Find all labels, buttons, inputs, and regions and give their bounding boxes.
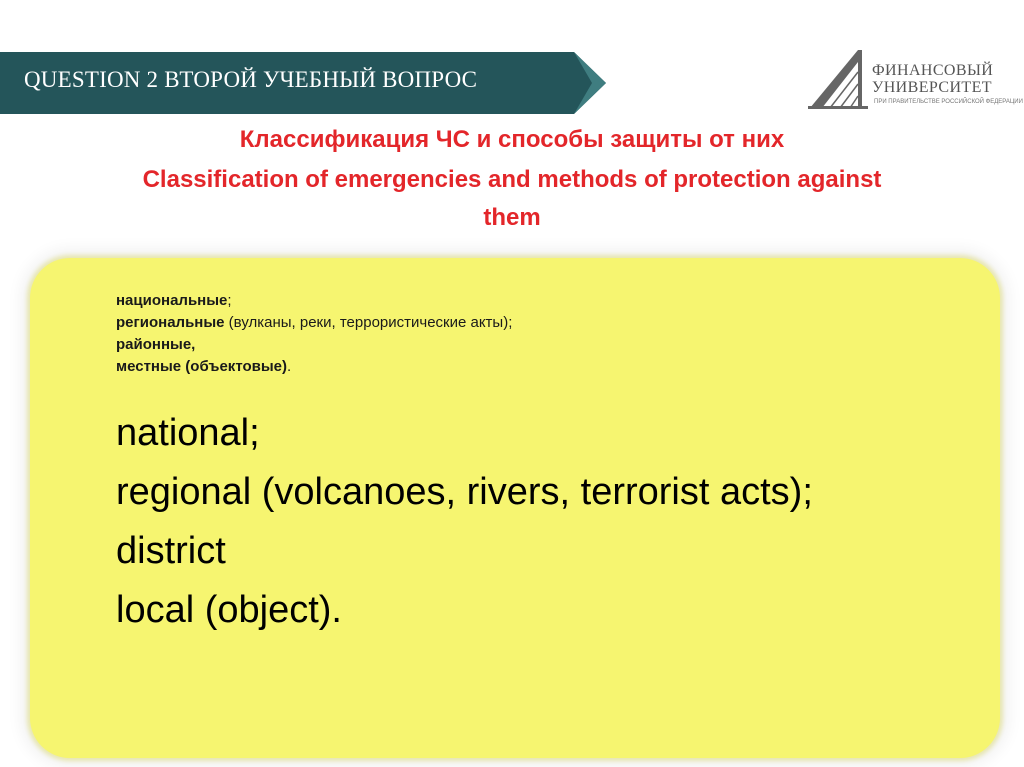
slide-title-en-line2: them	[483, 204, 541, 231]
ru-item-term: национальные	[116, 292, 228, 309]
en-classification-list	[116, 404, 813, 640]
logo-name-line2: УНИВЕРСИТЕТ	[872, 79, 992, 96]
ru-item-term: районные,	[116, 336, 196, 353]
en-item: district	[116, 530, 226, 572]
ru-item	[116, 334, 512, 356]
university-building-icon	[808, 48, 872, 114]
ru-item-term: региональные	[116, 314, 225, 331]
en-item: regional (volcanoes, rivers, terrorist acts);	[116, 471, 813, 513]
ru-item-detail: (вулканы, реки, террористические акты);	[224, 314, 513, 331]
ru-item	[116, 356, 512, 378]
ru-item-term: местные (объектовые)	[116, 358, 287, 375]
ru-item	[116, 290, 512, 312]
logo-tagline: ПРИ ПРАВИТЕЛЬСТВЕ РОССИЙСКОЙ ФЕДЕРАЦИИ	[874, 99, 1023, 105]
header-title: QUESTION 2 ВТОРОЙ УЧЕБНЫЙ ВОПРОС	[24, 67, 478, 92]
slide-title-en-line1: Classification of emergencies and methods of protection against	[142, 166, 882, 193]
university-logo	[808, 48, 1023, 114]
en-item: local (object).	[116, 589, 342, 631]
slide-title-ru: Классификация ЧС и способы защиты от них	[239, 126, 785, 153]
ru-item-detail: .	[287, 358, 292, 375]
ru-item	[116, 312, 512, 334]
en-item: national;	[116, 412, 260, 454]
ru-item-detail: ;	[227, 292, 232, 309]
ru-classification-list	[116, 290, 512, 378]
logo-name-line1: ФИНАНСОВЫЙ	[872, 62, 994, 79]
